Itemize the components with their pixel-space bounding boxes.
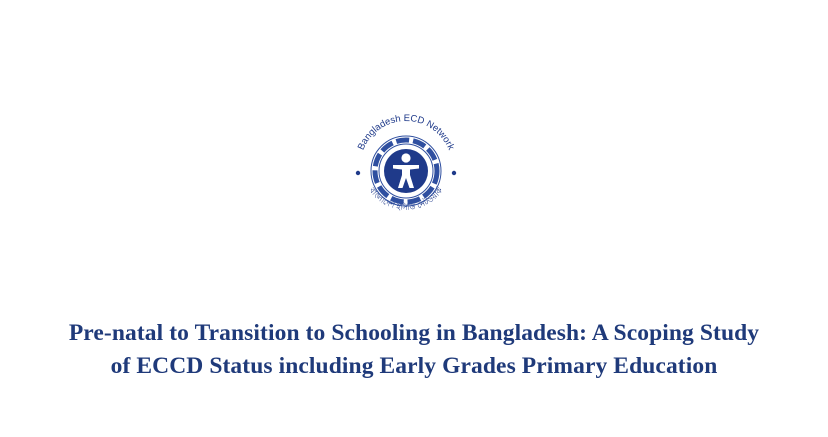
logo-text-english: Bangladesh ECD Network [355, 112, 457, 152]
logo-graphic [338, 101, 474, 229]
document-title-line-2: of ECCD Status including Early Grades Primary Education [110, 353, 718, 379]
logo-dot-left [356, 171, 360, 175]
logo-dot-right [452, 171, 456, 175]
document-title [0, 317, 828, 383]
bangladesh-ecd-network-logo [338, 101, 474, 229]
document-title-line-1: Pre-natal to Transition to Schooling in Bangladesh: A Scoping Study [68, 320, 760, 346]
logo-text-bengali: বাংলাদেশ ইসিডি নেটওয়ার্ক [367, 185, 445, 213]
